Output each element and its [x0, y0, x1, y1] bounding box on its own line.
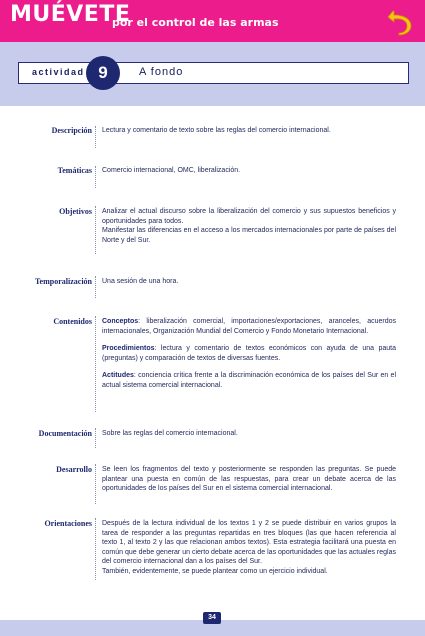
separator-line [95, 166, 96, 188]
section-label: Temporalización [34, 277, 92, 286]
paragraph: Analizar el actual discurso sobre la liberalización del comercio y sus supuestos beneficios y oportunidades para todos. [102, 208, 396, 225]
paragraph: Después de la lectura individual de los textos 1 y 2 se puede distribuir en varios grupos la tarea de responder a las preguntas repartidas en tres bloques (las que hacen referencia al texto 1, al texto 2 y las que relacionan ambos textos). Esta estrategia facilitará una puesta en común que debe generar un cierto debate acerca de las oportunidades que las actuales reglas del comercio internacional dan a los países del Sur. [102, 520, 396, 566]
section-text [102, 317, 396, 391]
separator-line [95, 518, 96, 580]
activity-number-badge: 9 [86, 56, 120, 90]
term: Conceptos [102, 318, 139, 325]
activity-label: actividad [32, 67, 85, 77]
section-label: Contenidos [53, 317, 92, 326]
brand-title: MUÉVETE [10, 2, 131, 27]
activity-box [18, 62, 409, 84]
section-label: Documentación [38, 429, 92, 438]
section-text: Se leen los fragmentos del texto y posteriormente se responden las preguntas. Se puede plantear una puesta en común de las respuestas, para crear un debate acerca de las oportunidades de los países del Sur en el sistema comercial internacional. [102, 466, 396, 493]
paragraph-conceptos: Conceptos: liberalización comercial, importaciones/exportaciones, aranceles, acuerdos internacionales, Organización Mundial del Comercio y Fondo Monetario Internacional. [102, 318, 396, 335]
activity-title: A fondo [139, 66, 184, 78]
paragraph: Manifestar las diferencias en el acceso a los mercados internacionales por parte de países del Norte y del Sur. [102, 227, 396, 244]
section-label: Objetivos [59, 207, 92, 216]
separator-line [95, 206, 96, 254]
section-label: Desarrollo [56, 465, 92, 474]
section-text [102, 207, 396, 245]
section-text [102, 519, 396, 577]
section-label: Orientaciones [44, 519, 92, 528]
section-text: Una sesión de una hora. [102, 278, 179, 285]
section-label: Descripción [51, 126, 92, 135]
section-text: Sobre las reglas del comercio internacional. [102, 430, 238, 437]
section-label: Temáticas [57, 166, 92, 175]
section-text: Lectura y comentario de texto sobre las reglas del comercio internacional. [102, 127, 331, 134]
page-number: 34 [203, 612, 221, 624]
curved-arrow-back-icon[interactable] [385, 5, 417, 37]
term: Actitudes [102, 372, 134, 380]
separator-line [95, 276, 96, 298]
section-text: Comercio internacional, OMC, liberalización. [102, 167, 241, 174]
header-bar [0, 0, 425, 42]
paragraph-actitudes: Actitudes: conciencia crítica frente a la discriminación económica de los países del Sur en el actual sistema comercial internacional. [102, 372, 396, 389]
separator-line [95, 464, 96, 504]
paragraph: También, evidentemente, se puede plantear como un ejercicio individual. [102, 567, 328, 575]
term: Procedimientos [102, 345, 155, 353]
separator-line [95, 316, 96, 412]
separator-line [95, 428, 96, 448]
brand-tagline: por el control de las armas [112, 16, 279, 29]
separator-line [95, 126, 96, 148]
paragraph-procedimientos: Procedimientos: lectura y comentario de textos económicos con ayuda de una pauta (preguntas) y comparación de textos de diversas fuentes. [102, 345, 396, 362]
